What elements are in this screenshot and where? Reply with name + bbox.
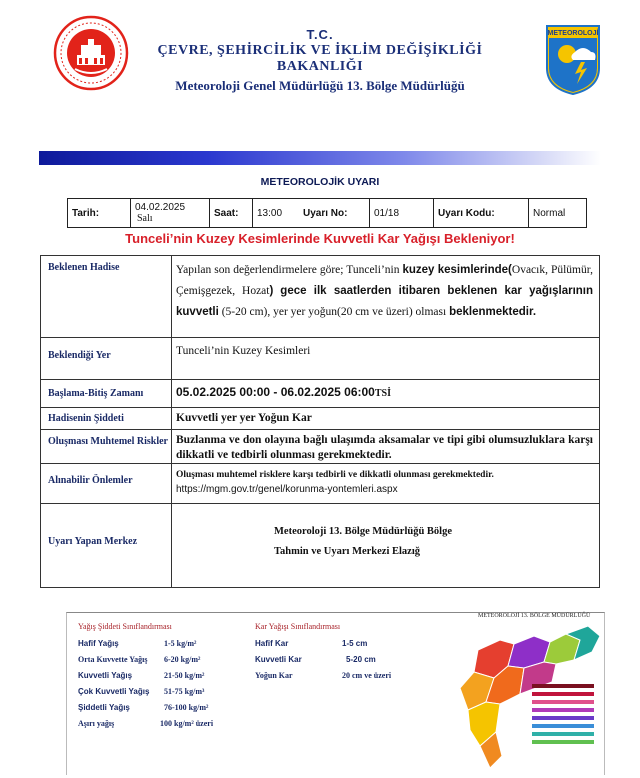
snow-name-1: Kuvvetli Kar — [255, 655, 302, 664]
event-text-3: Ovacık, Pülümür, Çemişgezek, Hozat — [176, 264, 593, 297]
day-value: Salı — [137, 213, 153, 224]
header-line-directorate: Meteoroloji Genel Müdürlüğü 13. Bölge Müdürlüğü — [175, 78, 465, 93]
date-cell — [131, 199, 210, 228]
rain-name-3: Çok Kuvvetli Yağış — [78, 687, 150, 696]
start-end-label: Başlama-Bitiş Zamanı — [41, 380, 172, 408]
rain-value-4: 76-100 kg/m² — [164, 703, 209, 712]
gradient-divider — [39, 151, 601, 165]
date-label: Tarih: — [68, 199, 131, 228]
rain-name-4: Şiddetli Yağış — [78, 703, 130, 712]
warning-headline: Tunceli’nin Kuzey Kesimlerinde Kuvvetli Kar Yağışı Bekleniyor! — [125, 231, 515, 246]
rain-name-2: Kuvvetli Yağış — [78, 671, 133, 680]
issuing-center-value — [172, 504, 600, 588]
severity-label: Hadisenin Şiddeti — [41, 408, 172, 430]
rain-value-0: 1-5 kg/m² — [164, 639, 197, 648]
row-measures — [41, 464, 600, 504]
rain-value-3: 51-75 kg/m³ — [164, 687, 205, 696]
region-map-title: METEOROLOJİ 13. BÖLGE MÜDÜRLÜĞÜ — [478, 613, 591, 619]
start-end-tz: TSİ — [374, 388, 391, 399]
expected-place-label: Beklendiği Yer — [41, 338, 172, 380]
warning-no-label: Uyarı No: — [299, 199, 370, 228]
measures-link[interactable]: https://mgm.gov.tr/genel/korunma-yontemleri.aspx — [176, 484, 398, 495]
meteoroloji-logo-text: METEOROLOJİ — [547, 30, 599, 37]
measures-value: Oluşması muhtemel risklere karşı tedbirli ve dikkatli olunması gerekmektedir. — [176, 470, 494, 480]
document-title: METEOROLOJİK UYARI — [260, 176, 380, 188]
start-end-value: 05.02.2025 00:00 - 06.02.2025 06:00 — [176, 385, 375, 399]
warning-code-value: Normal — [529, 199, 587, 228]
event-text-8: beklenmektedir. — [449, 306, 537, 318]
rain-value-1: 6-20 kg/m² — [164, 655, 201, 664]
row-risks — [41, 430, 600, 464]
event-text-1: Yapılan son değerlendirmelere göre; Tunceli’nin — [176, 264, 400, 276]
time-value: 13:00 — [253, 199, 300, 228]
event-text-6: kuvvetli — [176, 306, 219, 318]
risks-label: Oluşması Muhtemel Riskler — [41, 430, 172, 464]
event-text-2: kuzey kesimlerinde( — [402, 264, 512, 276]
date-value: 04.02.2025 — [135, 202, 186, 213]
measures-label: Alınabilir Önlemler — [41, 464, 172, 504]
rain-name-5: Aşırı yağış — [78, 719, 115, 728]
snow-name-0: Hafif Kar — [255, 639, 289, 648]
header-line-ministry: ÇEVRE, ŞEHİRCİLİK VE İKLİM DEĞİŞİKLİĞİ — [157, 43, 483, 58]
warning-code-label: Uyarı Kodu: — [434, 199, 529, 228]
region-map — [456, 622, 602, 772]
event-text-7: (5-20 cm), yer yer yoğun(20 cm ve üzeri) olması — [221, 306, 447, 318]
event-text-5: gece ilk saatlerden itibaren beklenen kar yağışlarının — [280, 285, 594, 297]
snow-value-2: 20 cm ve üzeri — [342, 671, 392, 680]
info-row — [67, 198, 587, 228]
time-label: Saat: — [210, 199, 253, 228]
row-issuing-center — [41, 504, 600, 588]
row-severity — [41, 408, 600, 430]
rain-name-1: Orta Kuvvette Yağış — [78, 655, 148, 664]
expected-event-text — [172, 256, 600, 338]
severity-value: Kuvvetli yer yer Yoğun Kar — [172, 408, 600, 430]
rain-legend-title: Yağış Şiddeti Sınıflandırması — [78, 622, 172, 631]
rain-value-5: 100 kg/m² üzeri — [160, 719, 214, 728]
start-end-cell — [172, 380, 600, 408]
rain-name-0: Hafif Yağış — [78, 639, 119, 648]
issuing-center-line1: Meteoroloji 13. Bölge Müdürlüğü Bölge — [274, 526, 453, 537]
snow-value-1: 5-20 cm — [346, 655, 376, 664]
warning-no-value: 01/18 — [370, 199, 434, 228]
warning-details-table — [40, 255, 600, 588]
risks-value: Buzlanma ve don olayına bağlı ulaşımda aksamalar ve tipi gibi olumsuzluklara karşı dikkatli ve tedbirli olunması gerekmektedir. — [172, 430, 600, 464]
expected-event-label: Beklenen Hadise — [41, 256, 172, 338]
snow-legend-title: Kar Yağışı Sınıflandırması — [255, 622, 341, 631]
rain-value-2: 21-50 kg/m² — [164, 671, 205, 680]
header-line-tc: T.C. — [306, 27, 334, 42]
header-line-bakanligi: BAKANLIĞI — [276, 59, 364, 74]
measures-cell — [172, 464, 600, 504]
snow-value-0: 1-5 cm — [342, 639, 368, 648]
row-expected-place — [41, 338, 600, 380]
issuing-center-label: Uyarı Yapan Merkez — [41, 504, 172, 588]
row-start-end-time — [41, 380, 600, 408]
expected-place-value: Tunceli’nin Kuzey Kesimleri — [172, 338, 600, 380]
snow-name-2: Yoğun Kar — [255, 671, 293, 680]
event-text-4: ) — [269, 285, 274, 297]
row-expected-event — [41, 256, 600, 338]
issuing-center-line2: Tahmin ve Uyarı Merkezi Elazığ — [274, 546, 421, 557]
